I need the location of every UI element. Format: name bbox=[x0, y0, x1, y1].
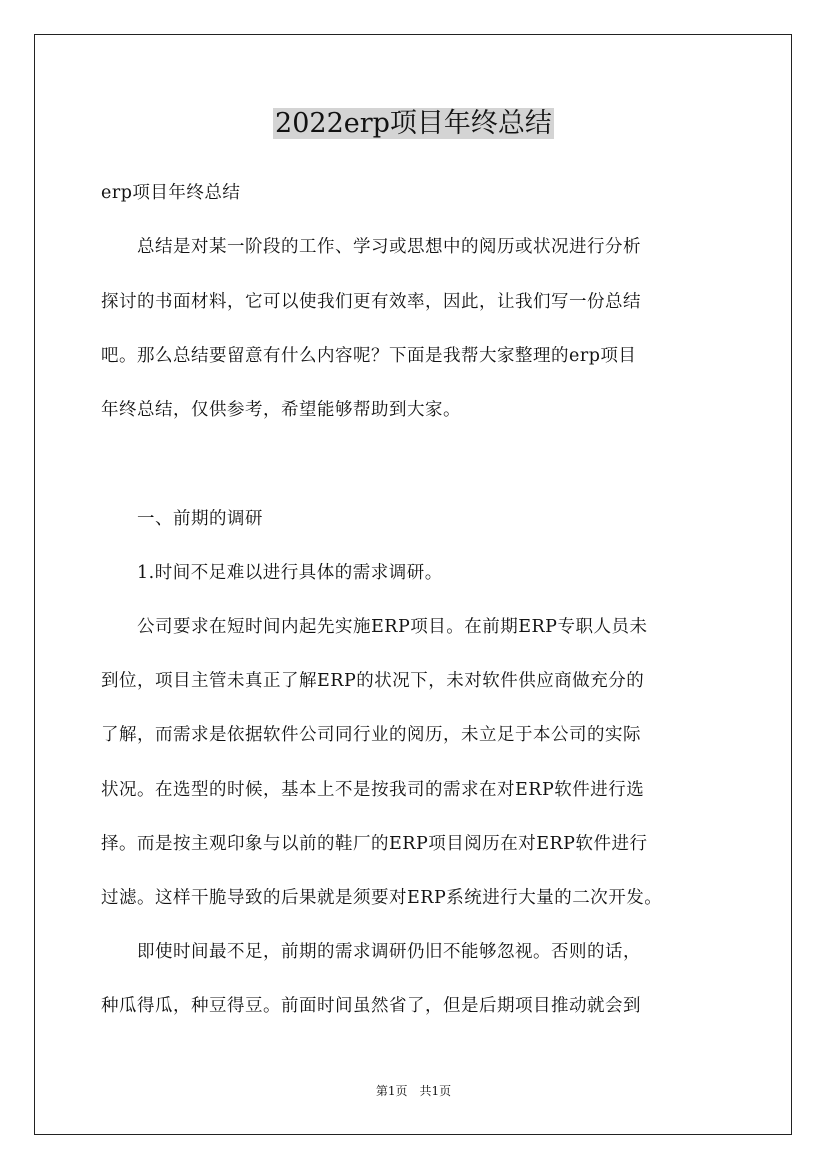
subtitle-line: erp项目年终总结 bbox=[101, 183, 241, 203]
text-line: 吧。那么总结要留意有什么内容呢？下面是我帮大家整理的erp项目 bbox=[101, 346, 637, 366]
document-title bbox=[0, 104, 827, 144]
text-line: 总结是对某一阶段的工作、学习或思想中的阅历或状况进行分析 bbox=[101, 237, 641, 257]
text-line: 公司要求在短时间内起先实施ERP项目。在前期ERP专职人员未 bbox=[101, 617, 648, 637]
text-line: 即使时间最不足，前期的需求调研仍旧不能够忽视。否则的话， bbox=[101, 942, 641, 962]
document-title-text: 2022erp项目年终总结 bbox=[275, 108, 552, 139]
page-footer: 第1页 共1页 bbox=[375, 1084, 452, 1098]
subsection-heading: 1.时间不足难以进行具体的需求调研。 bbox=[101, 563, 443, 583]
text-line: 到位，项目主管未真正了解ERP的状况下，未对软件供应商做充分的 bbox=[101, 671, 645, 691]
text-line: 了解，而需求是依据软件公司同行业的阅历，未立足于本公司的实际 bbox=[101, 725, 641, 745]
text-line: 种瓜得瓜，种豆得豆。前面时间虽然省了，但是后期项目推动就会到 bbox=[101, 996, 641, 1016]
text-line: 状况。在选型的时候，基本上不是按我司的需求在对ERP软件进行选 bbox=[101, 780, 645, 800]
text-line: 择。而是按主观印象与以前的鞋厂的ERP项目阅历在对ERP软件进行 bbox=[101, 834, 648, 854]
text-line: 年终总结，仅供参考，希望能够帮助到大家。 bbox=[101, 400, 461, 420]
section-heading: 一、前期的调研 bbox=[101, 509, 263, 529]
text-line: 过滤。这样干脆导致的后果就是须要对ERP系统进行大量的二次开发。 bbox=[101, 888, 663, 908]
text-line: 探讨的书面材料，它可以使我们更有效率，因此，让我们写一份总结 bbox=[101, 292, 641, 312]
